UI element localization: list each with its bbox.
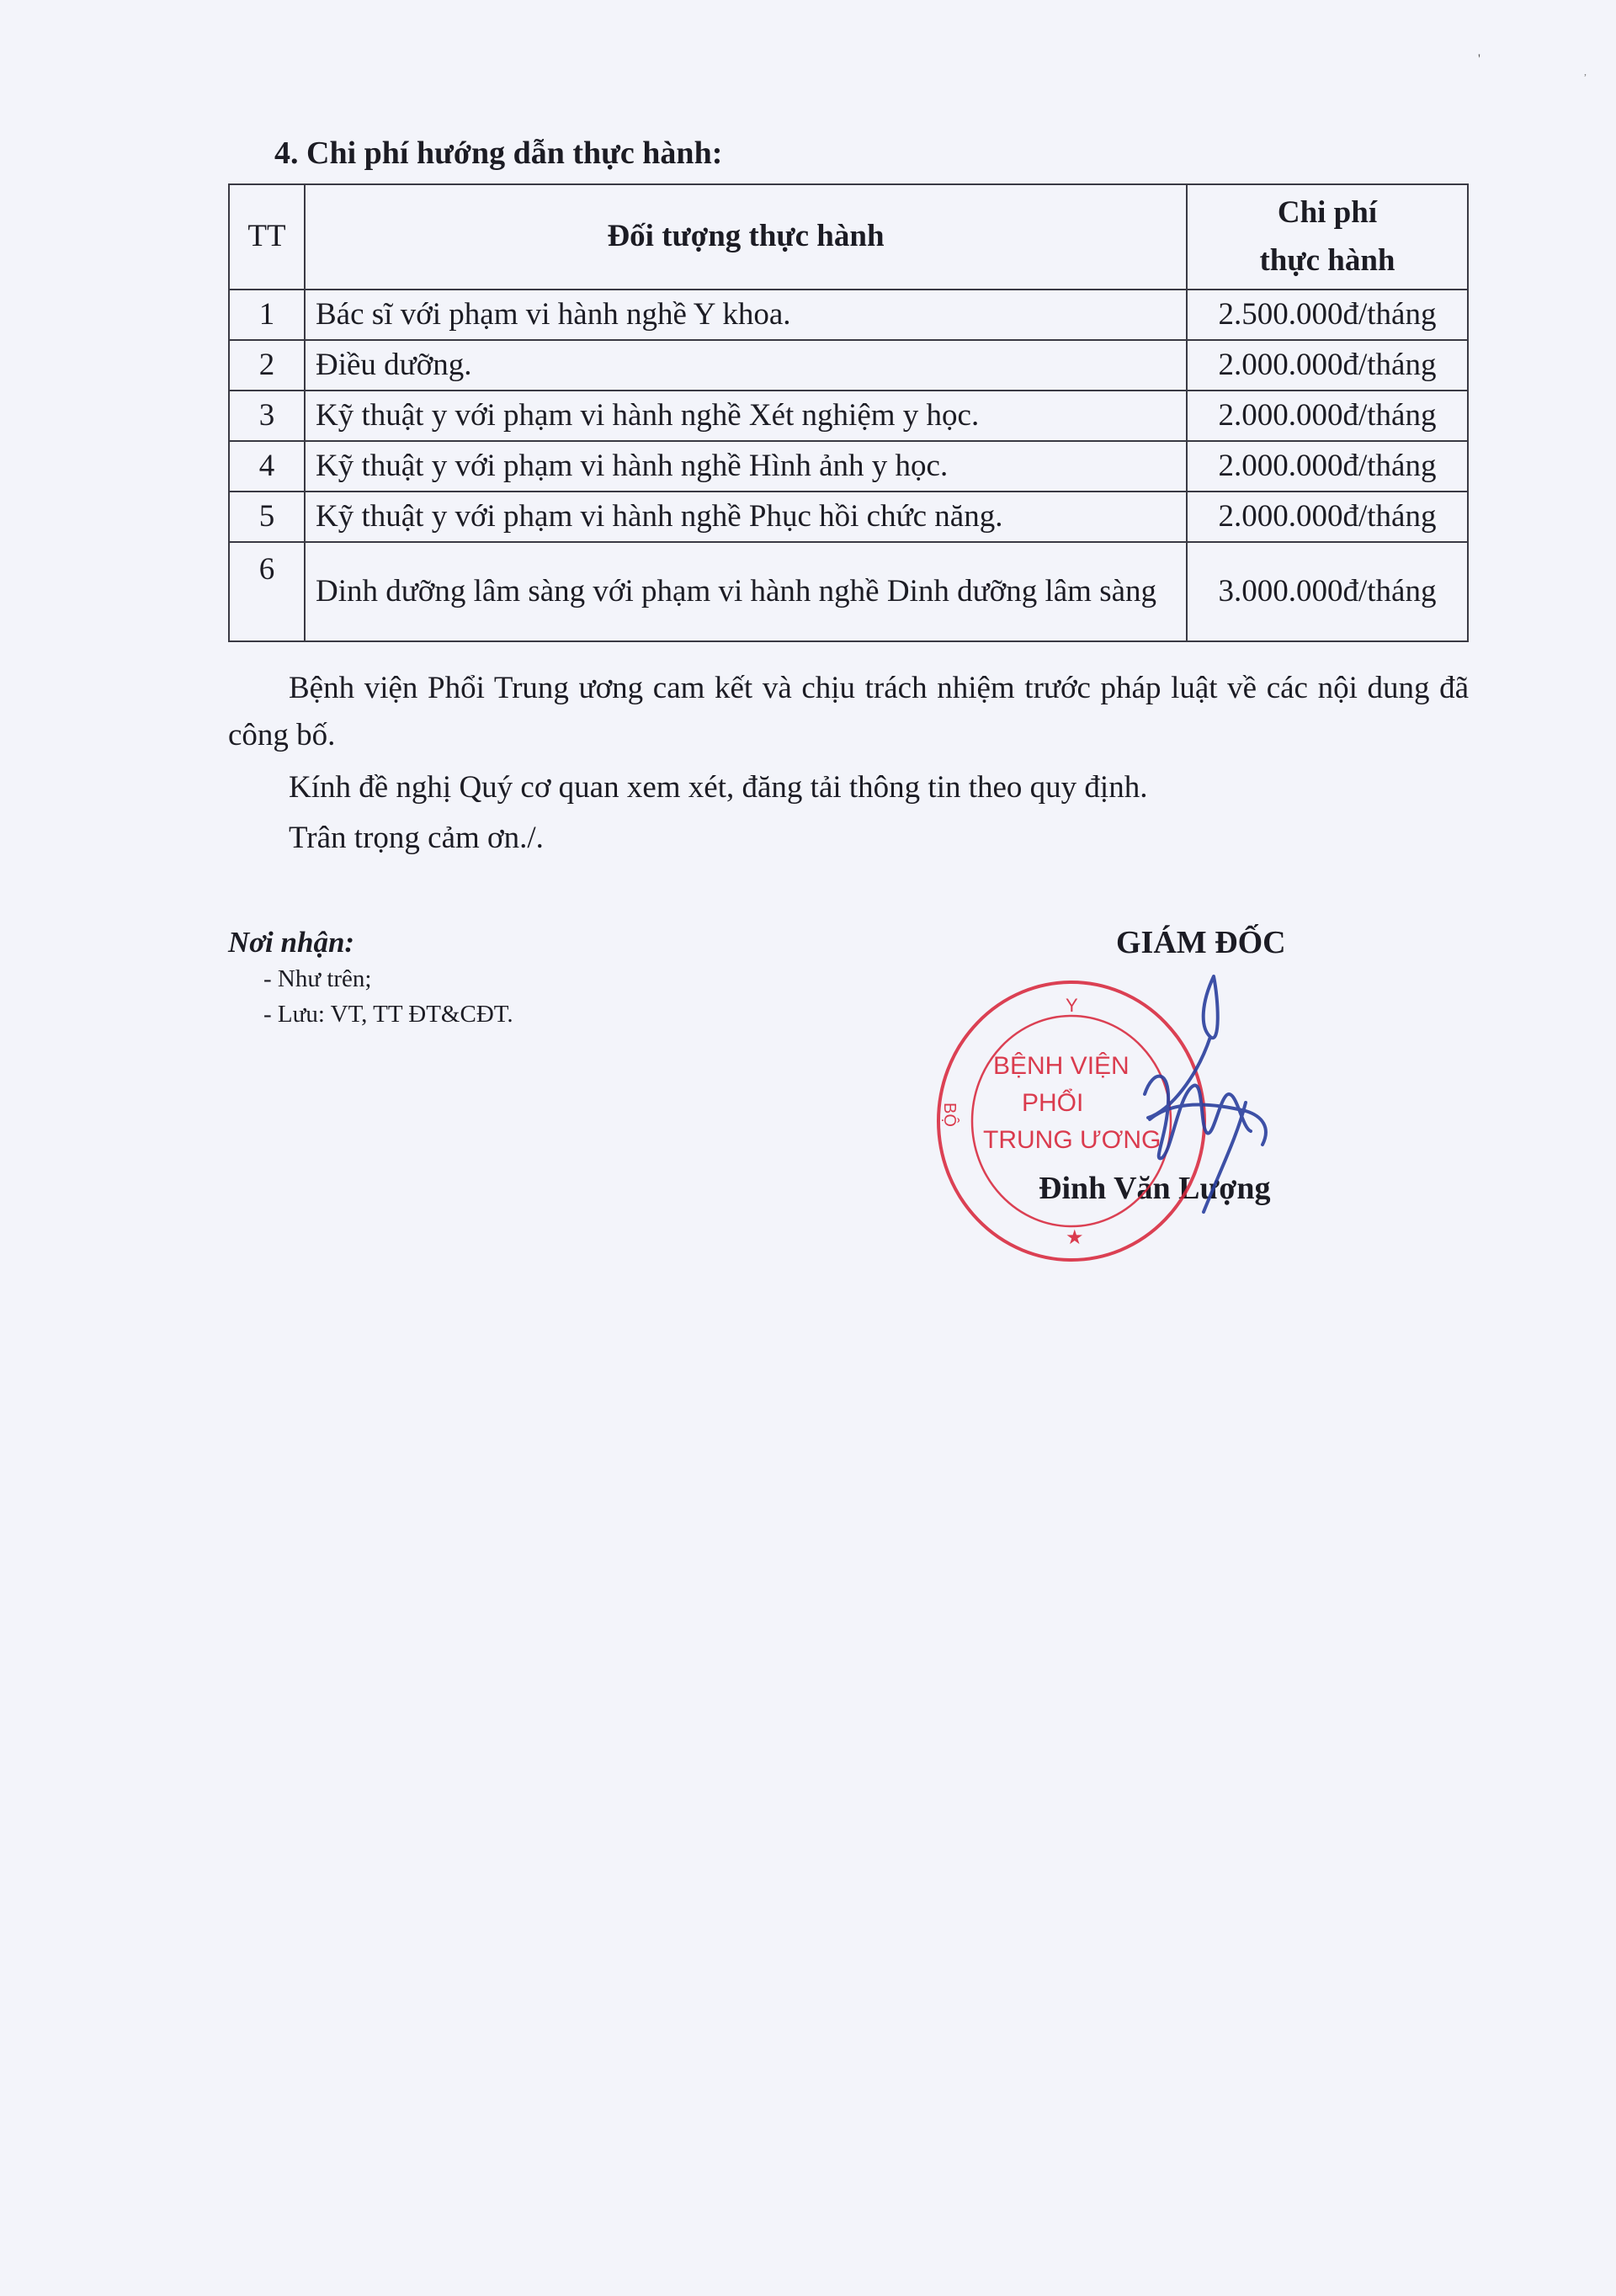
section-title: 4. Chi phí hướng dẫn thực hành: <box>274 136 723 171</box>
header-cost <box>1187 184 1468 290</box>
table-row <box>229 492 1468 542</box>
table-row <box>229 391 1468 441</box>
director-title: GIÁM ĐỐC <box>1116 925 1286 960</box>
stamp-top-letter: Y <box>1066 995 1078 1016</box>
row-subject: Dinh dưỡng lâm sàng với phạm vi hành nghề Dinh dưỡng lâm sàng <box>305 542 1187 641</box>
recipient-item: - Lưu: VT, TT ĐT&CĐT. <box>263 1000 513 1028</box>
row-cost: 2.000.000đ/tháng <box>1187 340 1468 391</box>
scan-speck: , <box>1584 66 1587 77</box>
row-cost: 2.000.000đ/tháng <box>1187 441 1468 492</box>
director-name: Đinh Văn Lượng <box>1039 1171 1271 1206</box>
stamp-line3: TRUNG ƯƠNG <box>983 1126 1162 1154</box>
row-tt: 1 <box>229 290 305 340</box>
stamp-side-letters: BỘ <box>940 1103 959 1127</box>
table-row <box>229 340 1468 391</box>
row-cost: 3.000.000đ/tháng <box>1187 542 1468 641</box>
row-subject: Bác sĩ với phạm vi hành nghề Y khoa. <box>305 290 1187 340</box>
row-subject: Kỹ thuật y với phạm vi hành nghề Hình ảnh y học. <box>305 441 1187 492</box>
header-subject: Đối tượng thực hành <box>305 184 1187 290</box>
recipients-label: Nơi nhận: <box>228 926 355 959</box>
table-row <box>229 290 1468 340</box>
table-row <box>229 542 1468 641</box>
stamp-star: ★ <box>1066 1226 1084 1249</box>
table-row <box>229 441 1468 492</box>
table-header-row <box>229 184 1468 290</box>
thanks-paragraph: Trân trọng cảm ơn./. <box>289 821 544 855</box>
header-cost-line2: thực hành <box>1259 243 1395 279</box>
stamp-line1: BỆNH VIỆN <box>993 1052 1130 1080</box>
row-subject: Điều dưỡng. <box>305 340 1187 391</box>
row-subject: Kỹ thuật y với phạm vi hành nghề Xét nghiệm y học. <box>305 391 1187 441</box>
row-tt: 5 <box>229 492 305 542</box>
scan-speck: ' <box>1478 52 1480 66</box>
request-paragraph: Kính đề nghị Quý cơ quan xem xét, đăng tải thông tin theo quy định. <box>289 770 1148 805</box>
stamp-line2: PHỔI <box>1022 1089 1084 1117</box>
row-tt: 4 <box>229 441 305 492</box>
commitment-paragraph: Bệnh viện Phổi Trung ương cam kết và chịu trách nhiệm trước pháp luật về các nội dung đã công bố. <box>228 671 1469 752</box>
row-cost: 2.500.000đ/tháng <box>1187 290 1468 340</box>
header-cost-line1: Chi phí <box>1277 195 1378 230</box>
recipients-block <box>228 924 513 1032</box>
row-tt: 6 <box>229 542 305 641</box>
recipient-item: - Như trên; <box>263 965 372 992</box>
director-signature <box>1119 968 1288 1220</box>
row-tt: 2 <box>229 340 305 391</box>
header-tt: TT <box>229 184 305 290</box>
practice-cost-table <box>228 183 1469 642</box>
row-cost: 2.000.000đ/tháng <box>1187 492 1468 542</box>
row-tt: 3 <box>229 391 305 441</box>
row-subject: Kỹ thuật y với phạm vi hành nghề Phục hồi chức năng. <box>305 492 1187 542</box>
row-cost: 2.000.000đ/tháng <box>1187 391 1468 441</box>
